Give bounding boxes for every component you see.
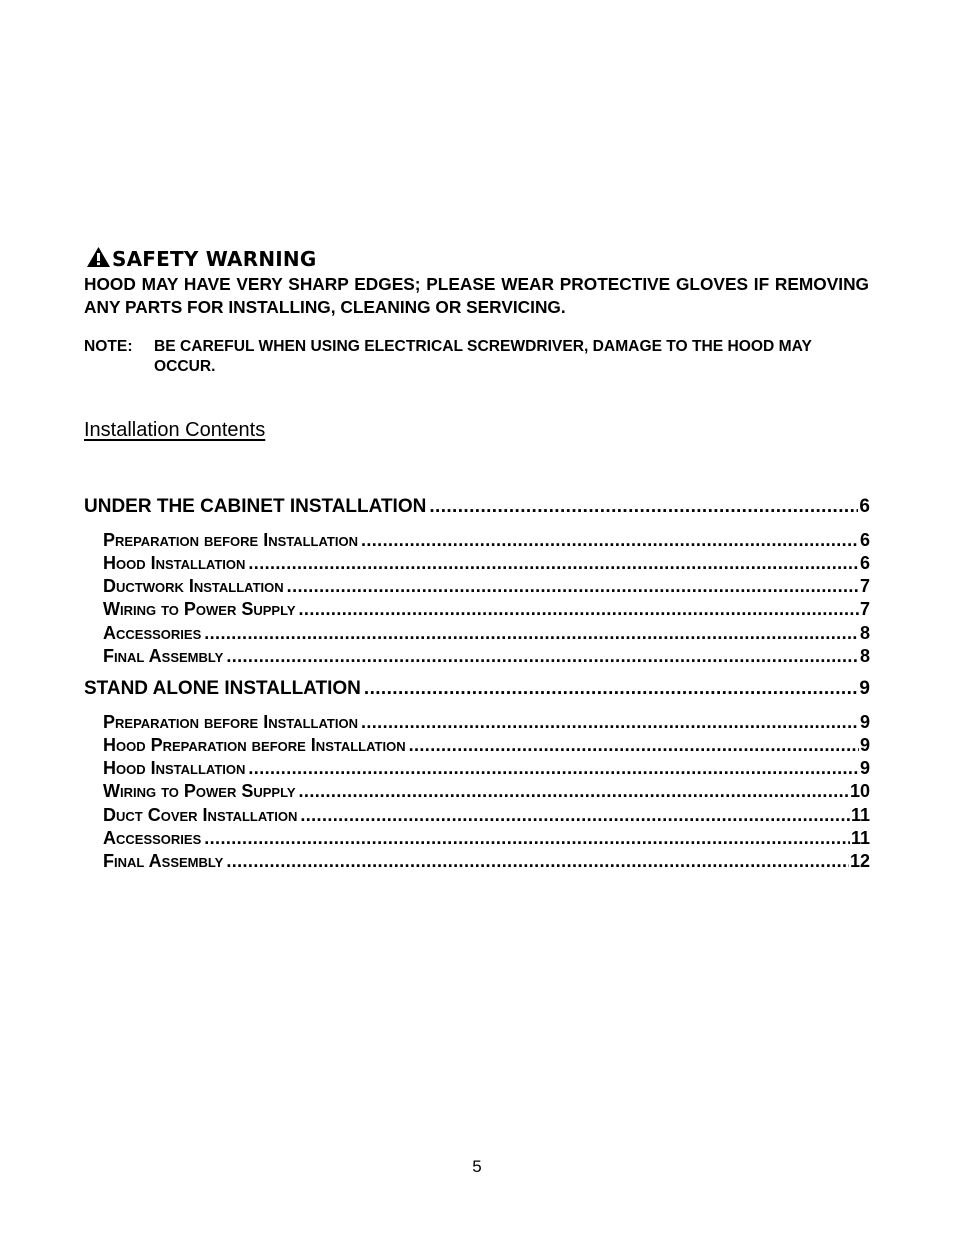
toc-entry-page: 9 — [859, 712, 870, 732]
installation-contents-heading: Installation Contents — [84, 419, 266, 441]
toc-entry[interactable] — [103, 711, 870, 733]
note-text: BE CAREFUL WHEN USING ELECTRICAL SCREWDRIVER, DAMAGE TO THE HOOD MAY OCCUR. — [154, 338, 812, 375]
toc-section-title: UNDER THE CABINET INSTALLATION — [84, 496, 427, 517]
toc-entry-label: Wiring to Power Supply — [103, 599, 296, 619]
toc-leader-dots — [248, 757, 859, 779]
toc-entry[interactable] — [103, 622, 870, 644]
toc-entry[interactable] — [103, 757, 870, 779]
toc-entry-label: Accessories — [103, 623, 202, 643]
toc-entry[interactable] — [103, 598, 870, 620]
toc-entry[interactable] — [103, 804, 870, 826]
toc-leader-dots — [204, 827, 850, 849]
toc-entry[interactable] — [103, 552, 870, 574]
toc-leader-dots — [429, 495, 858, 519]
warning-triangle-icon — [86, 246, 112, 273]
toc-page-number: 6 — [859, 496, 870, 517]
toc-entry[interactable] — [103, 734, 870, 756]
toc-leader-dots — [299, 780, 849, 802]
toc-entry-page: 12 — [849, 851, 870, 871]
toc-entry-label: Hood Installation — [103, 553, 246, 573]
toc-leader-dots — [361, 529, 859, 551]
toc-entry[interactable] — [103, 645, 870, 667]
toc-entry-label: Ductwork Installation — [103, 576, 284, 596]
safety-warning-body: HOOD MAY HAVE VERY SHARP EDGES; PLEASE WEAR PROTECTIVE GLOVES IF REMOVING ANY PARTS FOR INSTALLING, CLEANING OR SERVICING. — [84, 274, 869, 317]
toc-entry-label: Accessories — [103, 828, 202, 848]
toc-entry-label: Preparation before Installation — [103, 530, 358, 550]
toc-entry-label: Final Assembly — [103, 646, 224, 666]
toc-leader-dots — [226, 850, 849, 872]
toc-entry-label: Hood Installation — [103, 758, 246, 778]
toc-entry[interactable] — [103, 780, 870, 802]
toc-page-number: 9 — [859, 678, 870, 699]
toc-leader-dots — [300, 804, 850, 826]
toc-entry[interactable] — [103, 575, 870, 597]
toc-section-title: STAND ALONE INSTALLATION — [84, 678, 361, 699]
toc-entry-page: 8 — [859, 646, 870, 666]
safety-warning-title — [86, 246, 316, 272]
note-label: NOTE: — [84, 338, 133, 355]
toc-entry[interactable] — [103, 827, 870, 849]
safety-warning-title-text: SAFETY WARNING — [112, 247, 317, 271]
toc-leader-dots — [226, 645, 859, 667]
toc-entry-label: Preparation before Installation — [103, 712, 358, 732]
toc-leader-dots — [361, 711, 859, 733]
toc-entry[interactable] — [103, 529, 870, 551]
page-number: 5 — [472, 1157, 482, 1176]
toc-entry-page: 9 — [859, 735, 870, 755]
toc-entry-label: Duct Cover Installation — [103, 805, 298, 825]
toc-entry-page: 7 — [859, 599, 870, 619]
toc-leader-dots — [248, 552, 859, 574]
toc-leader-dots — [204, 622, 859, 644]
toc-entry-page: 11 — [850, 805, 870, 825]
toc-entry-page: 7 — [859, 576, 870, 596]
toc-leader-dots — [409, 734, 859, 756]
toc-entry-page: 11 — [850, 828, 870, 848]
toc-entry-label: Wiring to Power Supply — [103, 781, 296, 801]
toc-section-under-cabinet[interactable] — [84, 495, 870, 519]
toc-leader-dots — [364, 677, 859, 701]
toc-entry-page: 10 — [849, 781, 870, 801]
toc-entry[interactable] — [103, 850, 870, 872]
toc-entry-page: 6 — [859, 530, 870, 550]
toc-entry-page: 6 — [859, 553, 870, 573]
toc-entry-page: 9 — [859, 758, 870, 778]
toc-leader-dots — [287, 575, 859, 597]
toc-leader-dots — [299, 598, 859, 620]
toc-entry-label: Final Assembly — [103, 851, 224, 871]
toc-entry-label: Hood Preparation before Installation — [103, 735, 406, 755]
toc-section-stand-alone[interactable] — [84, 677, 870, 701]
toc-entry-page: 8 — [859, 623, 870, 643]
